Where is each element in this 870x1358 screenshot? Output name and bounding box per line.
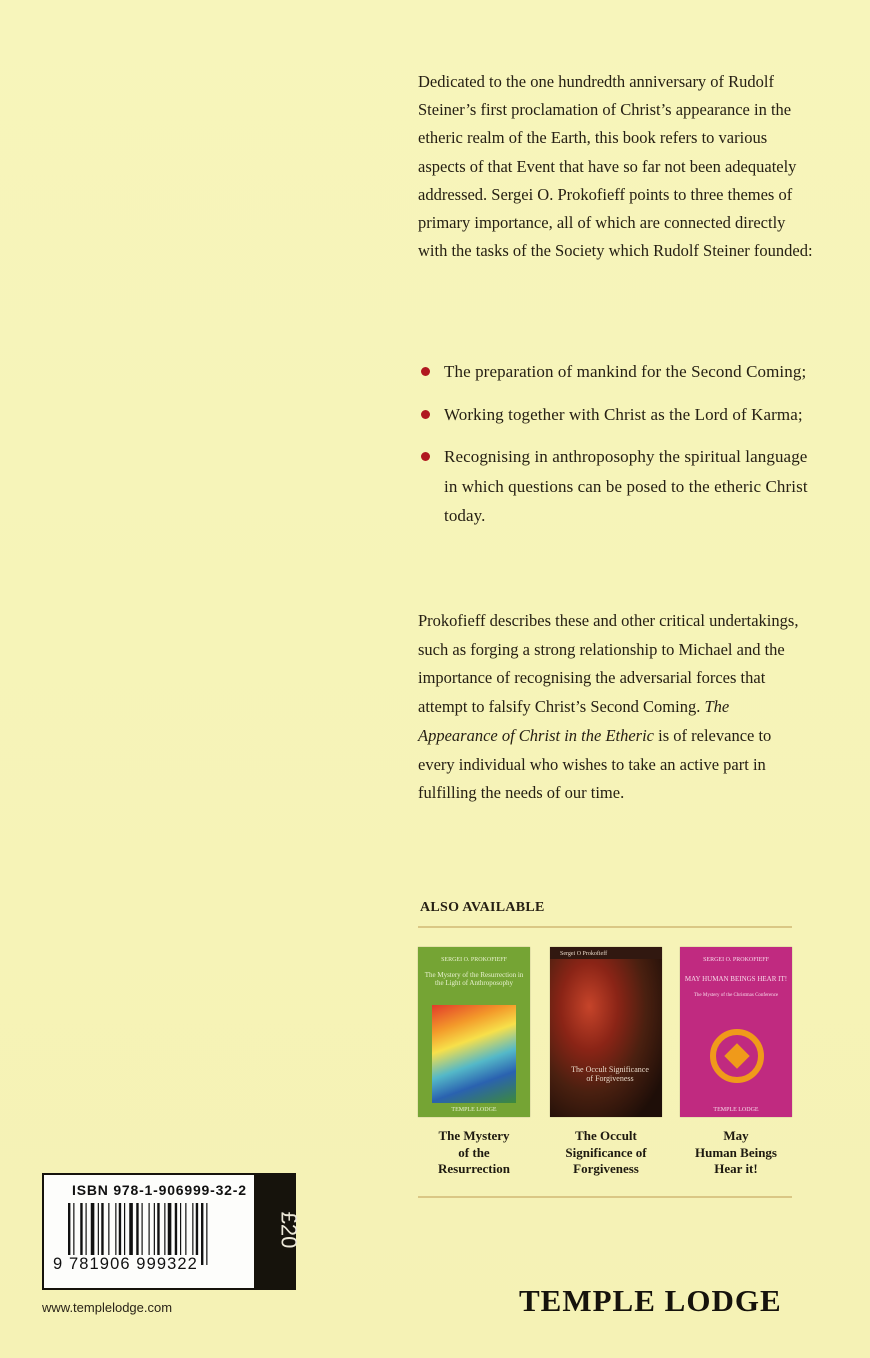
list-item	[420, 442, 810, 531]
painting-artwork-icon	[550, 959, 662, 1117]
barcode-panel	[44, 1175, 254, 1288]
website-url: www.templelodge.com	[42, 1300, 173, 1315]
outro-paragraph	[418, 607, 808, 808]
divider-bottom	[418, 1196, 792, 1198]
publisher-logo-text: TEMPLE LODGE	[519, 1283, 782, 1318]
book-cover-occult-forgiveness	[550, 947, 662, 1117]
list-item-text: Recognising in anthroposophy the spiritual language in which questions can be posed to the etheric Christ today.	[444, 447, 808, 525]
book-caption-3	[676, 1128, 796, 1178]
caption-line: Resurrection	[438, 1161, 510, 1176]
cover-title: The Occult Significance of Forgiveness	[571, 1065, 649, 1083]
list-item	[420, 357, 810, 387]
intro-paragraph: Dedicated to the one hundredth anniversary of Rudolf Steiner’s first proclamation of Christ’s appearance in the etheric realm of the Earth, this book refers to various aspects of that Event that have so far not been adequately addressed. Sergei O. Prokofieff points to three themes of primary importance, all of which are connected directly with the tasks of the Society which Rudolf Steiner founded:	[418, 72, 813, 261]
book-caption-1	[414, 1128, 534, 1178]
isbn-label: ISBN 978-1-906999-32-2	[72, 1182, 247, 1198]
bullet-dot-icon	[421, 410, 430, 419]
barcode-stripe	[201, 1203, 203, 1265]
cover-title: MAY HUMAN BEINGS HEAR IT!	[684, 975, 788, 983]
cover-publisher: TEMPLE LODGE	[713, 1107, 759, 1113]
cover-author: SERGEI O. PROKOFIEFF	[703, 957, 769, 963]
caption-line: The Mystery	[438, 1128, 510, 1143]
book-cover-may-human-beings	[680, 947, 792, 1117]
outro-text-before: Prokofieff describes these and other critical undertakings, such as forging a strong relationship to Michael and the importance of recognising the adversarial forces that attempt to falsify Christ’s Second Coming.	[418, 611, 799, 717]
isbn-barcode-box	[42, 1173, 302, 1290]
outro-text-after: is of relevance to every individual who wishes to take an active part in fulfilling the needs of our time.	[418, 725, 772, 803]
cover-publisher: TEMPLE LODGE	[451, 1107, 497, 1113]
book-cover-mystery-resurrection	[418, 947, 530, 1117]
caption-line: Human Beings	[695, 1144, 777, 1160]
caption-line: The Occult	[575, 1128, 637, 1143]
bullet-dot-icon	[421, 367, 430, 376]
caption-line: May	[723, 1128, 749, 1143]
cover-title: The Mystery of the Resurrection in the Light of Anthroposophy	[424, 971, 524, 987]
book-title-italic: The Appearance of Christ in the Etheric	[418, 697, 730, 745]
caption-line: Hear it!	[714, 1161, 758, 1176]
caption-line: Significance of	[565, 1144, 647, 1160]
barcode-digits: 9 781906 999322	[53, 1255, 198, 1273]
barcode-stripe	[206, 1203, 207, 1265]
list-item	[420, 400, 810, 430]
cover-author: SERGEI O. PROKOFIEFF	[441, 957, 507, 963]
list-item-text: The preparation of mankind for the Second Coming;	[444, 362, 807, 381]
bullet-dot-icon	[421, 452, 430, 461]
also-available-heading: ALSO AVAILABLE	[420, 900, 545, 915]
cover-author: Sergei O Prokofieff	[560, 951, 608, 957]
cover-subtitle: The Mystery of the Christmas Conference	[693, 993, 779, 998]
book-caption-2	[546, 1128, 666, 1178]
list-item-text: Working together with Christ as the Lord of Karma;	[444, 404, 803, 424]
caption-line: Forgiveness	[573, 1161, 639, 1176]
caption-line: of the	[458, 1144, 490, 1160]
price-label: £20	[276, 1211, 302, 1249]
rainbow-artwork-icon	[432, 1005, 516, 1103]
themes-list	[420, 357, 810, 544]
divider-top	[418, 926, 792, 928]
